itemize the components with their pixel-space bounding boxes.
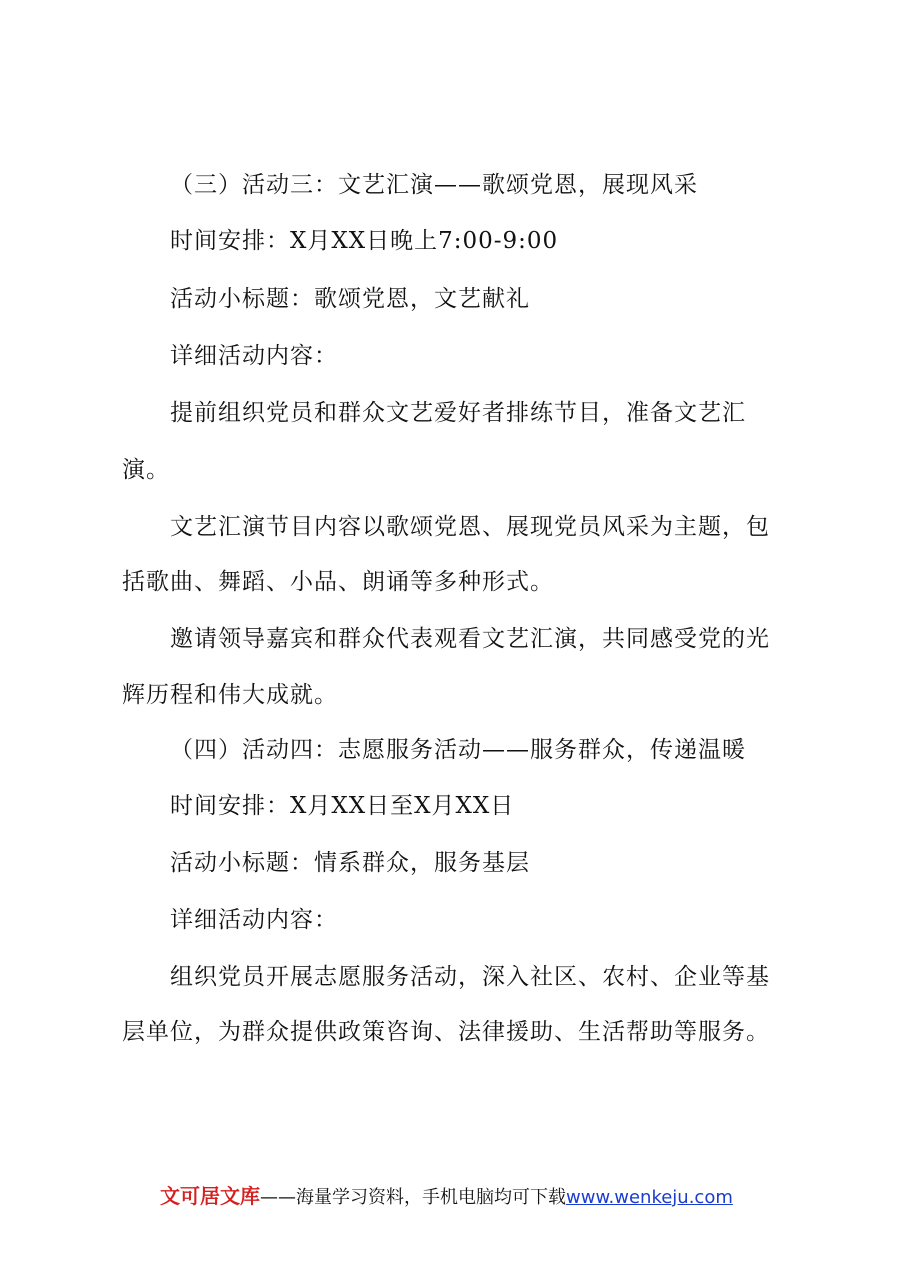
section-heading: （三）活动三：文艺汇演——歌颂党恩，展现风采 [170,172,698,198]
paragraph-line: 邀请领导嘉宾和群众代表观看文艺汇演，共同感受党的光 [170,626,770,652]
footer-tagline: ——海量学习资料，手机电脑均可下载 [260,1187,566,1208]
paragraph-line: 演。 [122,457,170,483]
paragraph-line: 时间安排：X月XX日至X月XX日 [170,793,515,819]
section-heading: （四）活动四：志愿服务活动——服务群众，传递温暖 [170,737,746,763]
footer-brand: 文可居文库 [160,1184,260,1208]
footer-banner [160,1183,733,1211]
paragraph-line: 详细活动内容： [170,343,338,369]
paragraph-line: 提前组织党员和群众文艺爱好者排练节目，准备文艺汇 [170,400,746,426]
paragraph-line: 详细活动内容： [170,907,338,933]
paragraph-line: 活动小标题：情系群众，服务基层 [170,850,530,876]
paragraph-line: 层单位，为群众提供政策咨询、法律援助、生活帮助等服务。 [122,1019,770,1045]
paragraph-line: 组织党员开展志愿服务活动，深入社区、农村、企业等基 [170,964,770,990]
paragraph-line: 辉历程和伟大成就。 [122,682,338,708]
paragraph-line: 时间安排：X月XX日晚上7:00-9:00 [170,228,559,254]
paragraph-line: 括歌曲、舞蹈、小品、朗诵等多种形式。 [122,569,554,595]
footer-link[interactable]: www.wenkeju.com [566,1187,733,1208]
paragraph-line: 活动小标题：歌颂党恩，文艺献礼 [170,286,530,312]
paragraph-line: 文艺汇演节目内容以歌颂党恩、展现党员风采为主题，包 [170,514,770,540]
